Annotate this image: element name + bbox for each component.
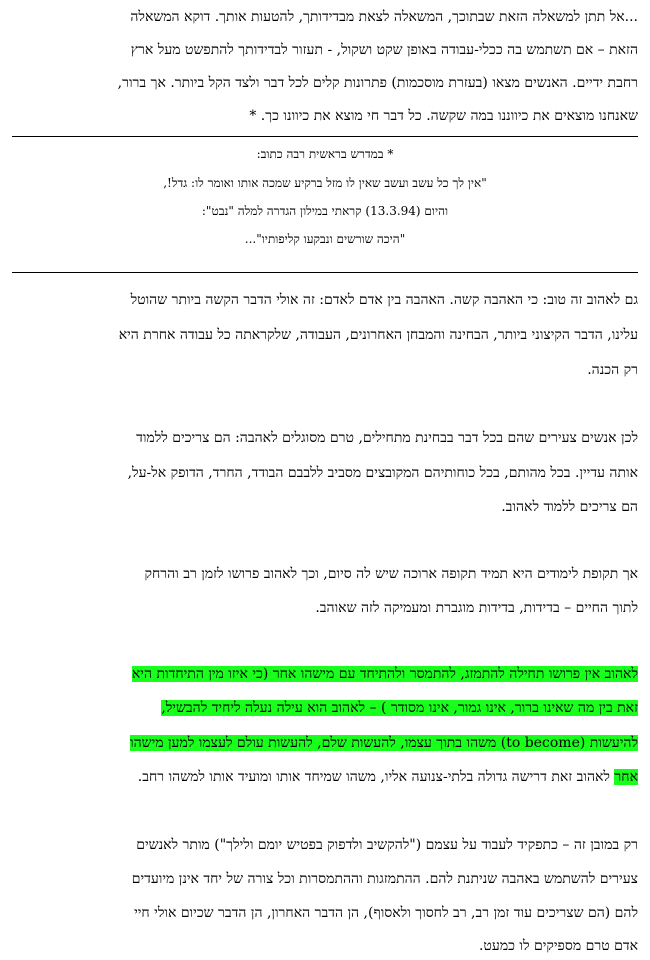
paragraph-5-line: להם (הם שצריכים עוד זמן רב, רב לחסוך ולאסוף), הן הדבר האחרון, הן הדבר שכיום אולי חיי (134, 905, 638, 921)
footnote-line: "היכה שורשים ונבקעו קליפותיו"... (244, 232, 406, 246)
paragraph-5-line: אדם טרם מספיקים לו כמעט. (478, 938, 638, 954)
paragraph-1-line: רק הכנה. (587, 362, 638, 378)
footnote-line: והיום (13.3.94) קראתי במילון הגדרה למלה "נבט": (201, 204, 449, 218)
paragraph-2-line: אותה עדיין. בכל מהותם, בכל כוחותיהם המקובצים מסביב ללבבם הבודד, החרד, הדופק אל-על, (127, 465, 638, 481)
paragraph-4-line (132, 665, 638, 683)
opening-line: שאנחנו מוצאים את כיווננו במה שקשה. כל דבר חי מוצא את כיוונו כך. * (249, 108, 638, 124)
highlighted-text: לאהוב אין פרושו תחילה להתמזג, להתמסר ולהתיחד עם מישהו אחר (כי איזו מין התיחדות היא (131, 666, 638, 682)
paragraph-3-line: אך תקופת לימודים היא תמיד תקופה ארוכה שיש לה סיום, וכך לאהוב פרושו לזמן רב והרחק (144, 566, 638, 582)
paragraph-4-line (138, 768, 638, 786)
opening-line: הזאת – אם תשתמש בה ככלי-עבודה באופן שקט ושקול, - תעזור לבדידותך להתפשט מעל ארץ (130, 42, 638, 58)
opening-line: רחבת ידיים. האנשים מצאו (בעזרת מוסכמות) פתרונות קלים לכל דבר ולצד הקל ביותר. אך ברור, (117, 75, 638, 91)
plain-text: לאהוב זאת דרישה גדולה בלתי-צנועה אליו, משהו שמיחד אותו ומועיד אותו למשהו רחב. (137, 769, 615, 785)
paragraph-1-line: עלינו, הדבר הקיצוני ביותר, הבחינה והמבחן האחרונים, העבודה, שלקראתה כל עבודה אחרת היא (118, 327, 638, 343)
footnote-separator-bottom (12, 272, 638, 273)
footnote-line: "אין לך כל עשב ועשב שאין לו מזל ברקיע שמכה אותו ואומר לו: גדל!, (163, 176, 487, 190)
paragraph-3-line: לתוך החיים – בדידות, בדידות מוגברת ומעמיקה לזה שאוהב. (315, 600, 638, 616)
paragraph-4-line (161, 699, 638, 717)
highlighted-text: זאת בין מה שאינו ברור, אינו גמור, אינו מסודר ) – לאהוב הוא עילה נעלה ליחיד להבשיל, (161, 700, 638, 716)
paragraph-2-line: הם צריכים ללמוד לאהוב. (501, 499, 638, 515)
highlighted-text: אחר (614, 769, 638, 785)
paragraph-5-line: רק במובן זה – כתפקיד לעבוד על עצמם ("להקשיב ולדפוק בפטיש יומם ולילך") מותר לאנשים (136, 837, 638, 853)
opening-line: ...אל תתן למשאלה הזאת שבתוכך, המשאלה לצאת מבדידותך, להטעות אותך. דוקא המשאלה (130, 9, 638, 25)
paragraph-2-line: לכן אנשים צעירים שהם בכל דבר בבחינת מתחילים, טרם מסוגלים לאהבה: הם צריכים ללמוד (136, 430, 638, 446)
paragraph-1-line: גם לאהוב זה טוב: כי האהבה קשה. האהבה בין אדם לאדם: זה אולי הדבר הקשה ביותר שהוטל (130, 292, 638, 308)
paragraph-4-line (130, 734, 638, 752)
footnote-line: * במדרש בראשית רבה כתוב: (256, 147, 394, 161)
paragraph-5-line: צעירים להשתמש באהבה שניתנת להם. ההתמזגות וההתמסרות וכל צורה של יחד אינן מיועדים (131, 871, 638, 887)
footnote-separator-top (12, 136, 638, 137)
highlighted-text: להיעשות (to become) משהו בתוך עצמו, להעשות שלם, להעשות עולם לעצמו למען מישהו (130, 735, 638, 751)
